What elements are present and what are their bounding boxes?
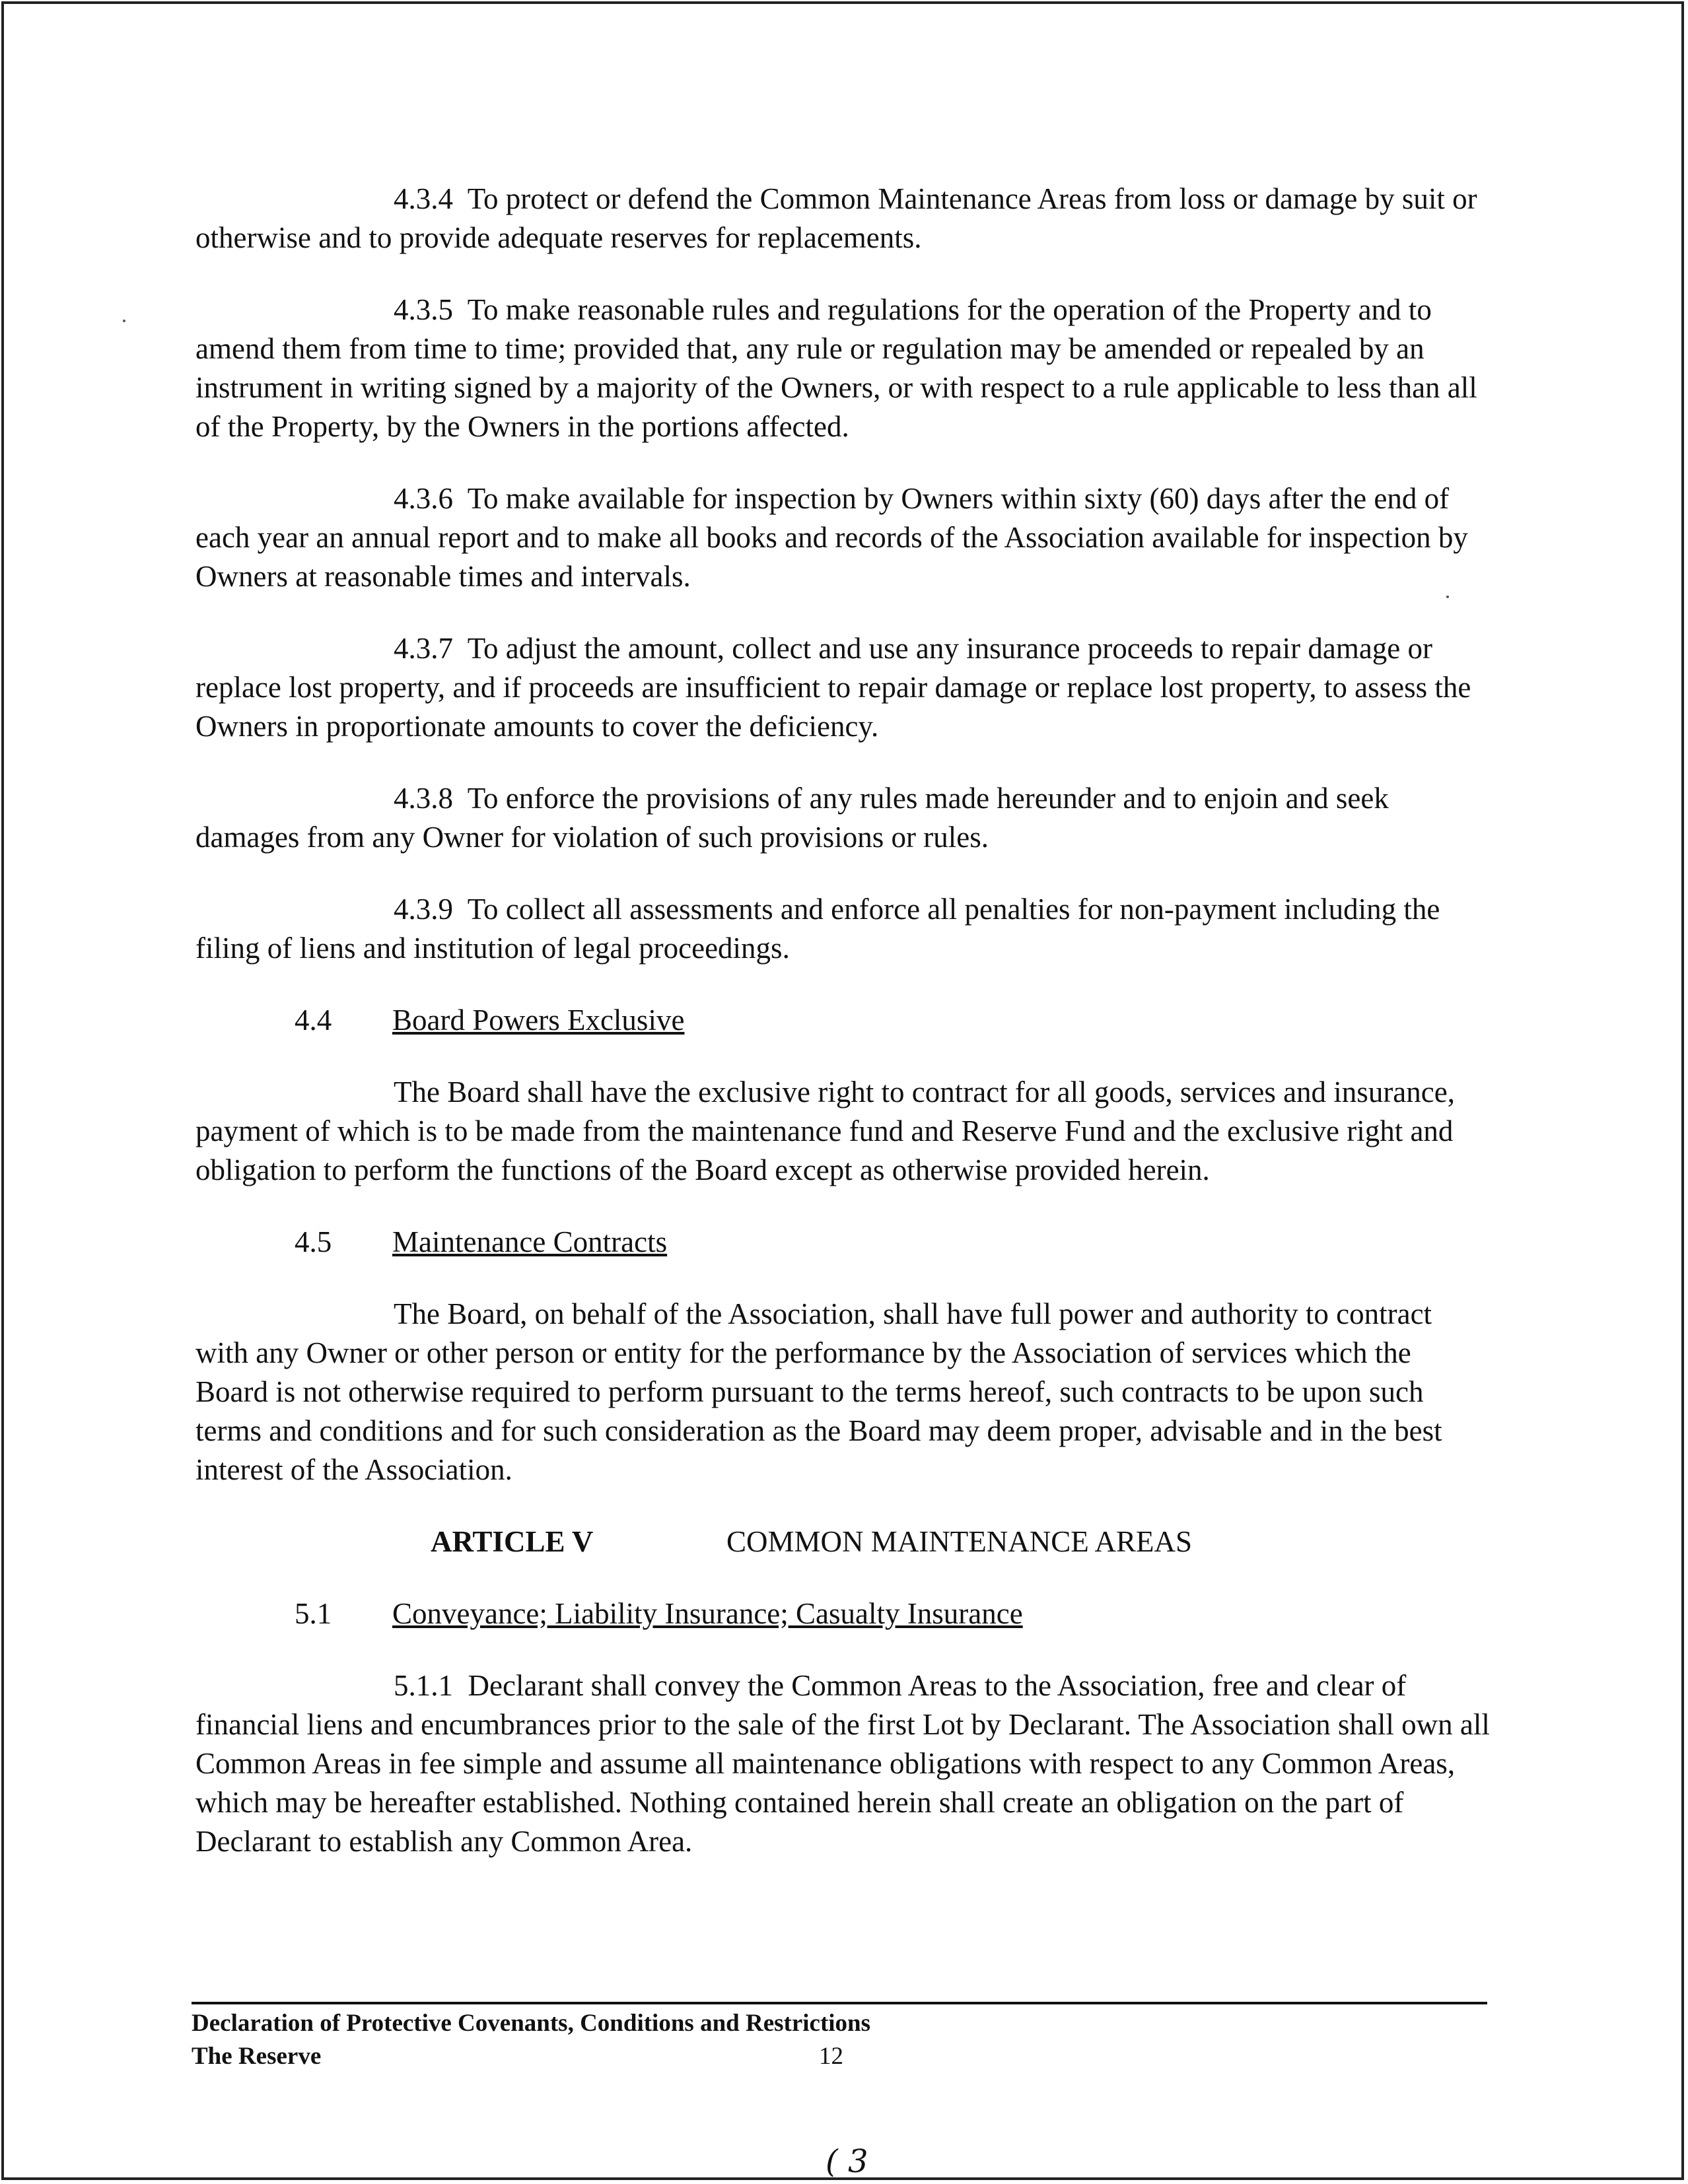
section-heading-4-5 [195,1223,1490,1262]
paragraph-text: To collect all assessments and enforce all penalties for non-payment including the filing of liens and institution of legal proceedings. [195,893,1440,965]
paragraph-number: 4.3.8 [394,782,453,815]
paragraph-number: 4.3.9 [394,893,453,926]
paragraph-number: 4.3.6 [394,482,453,515]
paragraph-number: 5.1.1 [394,1669,453,1702]
paragraph-4-3-4 [195,180,1490,257]
paragraph-4-4: The Board shall have the exclusive right to contract for all goods, services and insurance, payment of which is to be made from the maintenance fund and Reserve Fund and the exclusive right and obligation to perform the functions of the Board except as otherwise provided herein. [195,1075,1455,1186]
paragraph-4-3-5 [195,290,1490,446]
paragraph-text: To adjust the amount, collect and use any insurance proceeds to repair damage or replace lost property, and if proceeds are insufficient to repair damage or replace lost property, to assess the Owners in proportionate amounts to cover the deficiency. [195,632,1471,743]
paragraph-4-3-7 [195,629,1490,746]
section-number: 4.4 [295,1004,332,1037]
paragraph-4-3-8 [195,779,1490,857]
section-heading-5-1 [195,1594,1490,1633]
footer-subtitle: The Reserve [192,2043,322,2070]
section-title: Board Powers Exclusive [392,1004,685,1037]
handwritten-mark: ( 3 [826,2143,868,2180]
footer-row [192,2040,1487,2073]
paragraph-number: 4.3.7 [394,632,453,665]
section-title: Conveyance; Liability Insurance; Casualty Insurance [392,1597,1023,1630]
paragraph-text: To make available for inspection by Owners within sixty (60) days after the end of each year an annual report and to make all books and records of the Association available for inspection by Owners at reasonable times and intervals. [195,482,1468,593]
document-body [195,180,1490,1894]
paragraph-text: Declarant shall convey the Common Areas to the Association, free and clear of financial liens and encumbrances prior to the sale of the first Lot by Declarant. The Association shall own all Common Areas in fee simple and assume all maintenance obligations with respect to any Common Areas, which may be hereafter established. Nothing contained herein shall create an obligation on the part of Declarant to establish any Common Area. [195,1669,1490,1858]
paragraph-number: 4.3.5 [394,293,453,326]
article-title: COMMON MAINTENANCE AREAS [726,1525,1193,1558]
paragraph-5-1-1 [195,1666,1490,1861]
section-number: 5.1 [295,1597,332,1630]
paragraph-text: To enforce the provisions of any rules made hereunder and to enjoin and seek damages from any Owner for violation of such provisions or rules. [195,782,1389,854]
paragraph-4-3-9 [195,890,1490,968]
article-heading [195,1522,1490,1561]
section-title: Maintenance Contracts [392,1225,668,1258]
scan-speck [123,320,125,322]
paragraph-text: To protect or defend the Common Maintenance Areas from loss or damage by suit or otherwise and to provide adequate reserves for replacements. [195,182,1477,254]
paragraph-4-5: The Board, on behalf of the Association, shall have full power and authority to contract with any Owner or other person or entity for the performance by the Association of services which the Board is not otherwise required to perform pursuant to the terms hereof, such contracts to be upon such terms and conditions and for such consideration as the Board may deem proper, advisable and in the best interest of the Association. [195,1297,1442,1486]
paragraph-number: 4.3.4 [394,182,453,215]
page-number: 12 [819,2043,843,2070]
footer-title: Declaration of Protective Covenants, Conditions and Restrictions [192,2010,871,2037]
section-number: 4.5 [295,1225,332,1258]
page-footer [192,2002,1487,2073]
section-heading-4-4 [195,1001,1490,1040]
paragraph-4-3-6 [195,479,1490,596]
paragraph-text: To make reasonable rules and regulations for the operation of the Property and to amend them from time to time; provided that, any rule or regulation may be amended or repealed by an instrument in writing signed by a majority of the Owners, or with respect to a rule applicable to less than all of the Property, by the Owners in the portions affected. [195,293,1477,443]
article-number: ARTICLE V [431,1525,594,1558]
